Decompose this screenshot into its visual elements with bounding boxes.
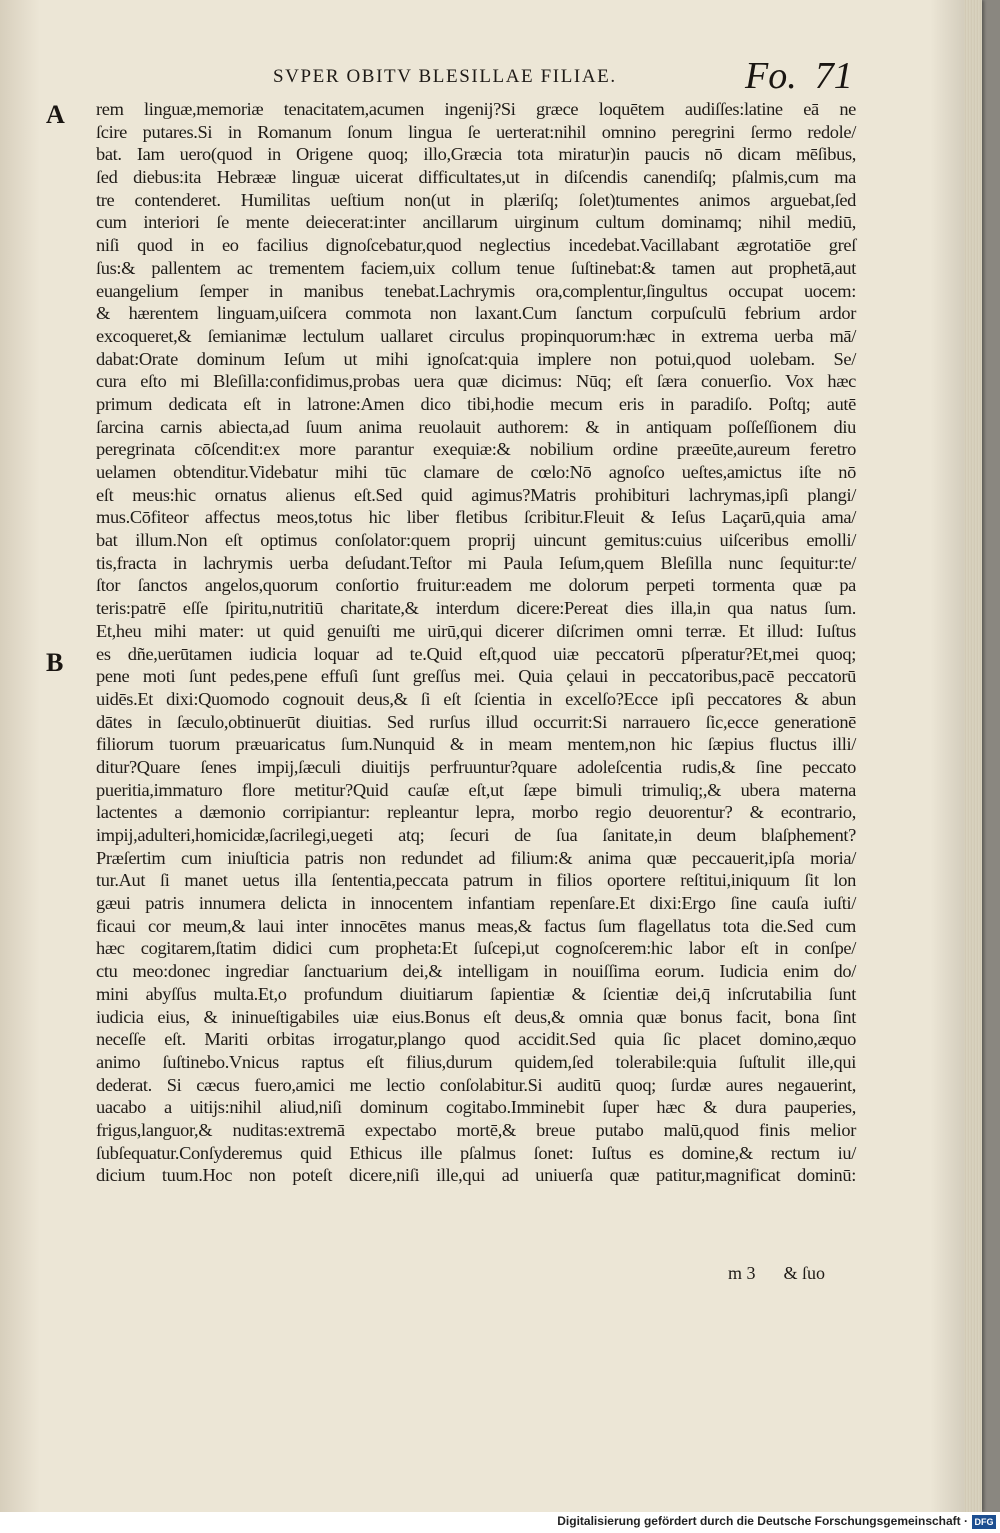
text-line: dicium tuum.Hoc non poteſt dicere,niſi ille,qui ad uniuerſa quæ patitur,magnificat dominū: bbox=[96, 1165, 856, 1186]
text-line: pueritia,immaturo flore metitur?Quid cauſæ eſt,ut ſæpe bimuli trimuliq;,& ubera materna bbox=[96, 779, 856, 800]
text-line: ſtor ſanctos angelos,quorum conſortio fruitur:eadem me dolorum perpeti tormenta quæ pa bbox=[96, 575, 856, 596]
text-line: ficaui cor meum,& laui inter innocētes manus meas,& factus ſum flagellatus tota die.Sed cum bbox=[96, 915, 856, 936]
text-line: lactentes a dæmonio corripiantur: repleantur lepra, morbo regio deuorentur? & econtrario, bbox=[96, 802, 856, 823]
folio-number: 71 bbox=[814, 55, 853, 97]
text-line: pene moti ſunt pedes,pene effuſi ſunt greſſus mei. Quia çelaui in peccatoribus,pacē peccatorū bbox=[96, 666, 856, 687]
text-line: primum dedicata eſt in latrone:Amen dico tibi,hodie mecum eris in paradiſo. Poſtq; autē bbox=[96, 393, 856, 414]
text-line: eſt meus:hic ornatus alienus eſt.Sed quid agimus?Matris prohibituri lachrymas,ipſi plangi/ bbox=[96, 484, 856, 505]
text-line: bat. Iam uero(quod in Origene quoq; illo,Græcia tota miratur)in paucis nō dicam mēſibus, bbox=[96, 144, 856, 165]
text-line: ſus:& pallentem ac trementem faciem,uix collum tenue ſuſtinebat:& tamen aut prophetā,aut bbox=[96, 257, 856, 278]
catchword bbox=[728, 1263, 825, 1284]
text-line: tur.Aut ſi manet uetus illa ſententia,peccata patrum in filios oportere reſtitui,iniquum ſit lon bbox=[96, 870, 856, 891]
text-line: dabat:Orate dominum Ieſum ut mihi ignoſcat:quia implere non potui,quod uolebam. Se/ bbox=[96, 348, 856, 369]
text-line: & hærentem linguam,uiſcera commota non laxant.Cum ſanctum corpuſculū febrium ardor bbox=[96, 303, 856, 324]
text-line: ſarcina carnis abiecta,ad ſuum anima reuolauit authorem: & in antiquam poſſeſſionem diu bbox=[96, 416, 856, 437]
margin-letter-b: B bbox=[46, 648, 64, 677]
catchword-text: & ſuo bbox=[783, 1263, 826, 1283]
text-line: ſed diebus:ita Hebrææ linguæ uicerat difficultates,ut in diſcendis canendiſq; pſalmis,cum ma bbox=[96, 167, 856, 188]
text-line: neceſſe eſt. Mariti orbitas irrogatur,plango quod accidit.Sed quia ſic placet domino,æquo bbox=[96, 1029, 856, 1050]
text-line: rem linguæ,memoriæ tenacitatem,acumen ingenij?Si græce loquētem audiſſes:latine eā ne bbox=[96, 99, 856, 119]
text-line: ſcire putares.Si in Romanum ſonum lingua ſe uerterat:nihil omnino peregrini ſermo redole/ bbox=[96, 121, 856, 142]
footer-bar bbox=[0, 1512, 1000, 1533]
signature-mark: m 3 bbox=[728, 1263, 756, 1283]
text-line: mini abyſſus multa.Et,o profundum diuitiarum ſapientiæ & ſcientiæ dei,q̄ inſcrutabilia ſunt bbox=[96, 983, 856, 1004]
text-line: es dñe,uerūtamen iudicia loquar ad te.Quid eſt,quod uiæ peccatorū pſperatur?Et,mei quoq; bbox=[96, 643, 856, 664]
text-line: cura eſto mi Bleſilla:confidimus,probas uera quæ dicimus: Nūq; eſt ſæra conuerſio. Vox hæc bbox=[96, 371, 856, 392]
text-line: dātes in ſæculo,obtinuerūt diuitias. Sed rurſus illud occurrit:Si narrauero ſic,ecce generationē bbox=[96, 711, 856, 732]
digitization-credit: Digitalisierung gefördert durch die Deutsche Forschungsgemeinschaft · bbox=[557, 1514, 968, 1528]
text-line: ſubſequatur.Conſyderemus quid Ethicus ille pſalmus ſonet: Iuſtus es domine,& rectum iu/ bbox=[96, 1142, 856, 1163]
text-line: tre contenderet. Humilitas ueſtium non(ut in plæriſq; ſolet)tumentes animos arguebat,ſed bbox=[96, 189, 856, 210]
text-line: impij,adulteri,homicidæ,ſacrilegi,uegeti atq; ſecuri de ſua ſanitate,in deum blaſphement? bbox=[96, 825, 856, 845]
text-line: ditur?Quare ſenes impij,ſæculi diuitijs perfruuntur?quare adoleſcentia rudis,& ſine peccato bbox=[96, 756, 856, 777]
text-line: peregrinata cōſcendit:ex more parantur exequiæ:& nobilium ordine præeūte,aureum feretro bbox=[96, 439, 856, 460]
folio-label: Fo. bbox=[745, 55, 797, 97]
text-line: teris:patrē eſſe ſpiritu,nutritiū charitate,& interdum dicere:Pereat dies illa,in qua natus ſum. bbox=[96, 598, 856, 619]
margin-letter-a: A bbox=[46, 100, 65, 129]
text-line: niſi quod in eo facilius dignoſcebatur,quod neglectius incedebat.Vacillabant ægrotatiōe greſ bbox=[96, 235, 856, 256]
page-header bbox=[0, 55, 982, 102]
text-line: mus.Cōfiteor affectus meos,totus hic liber fletibus ſcribitur.Fleuit & Ieſus Laçarū,quia ama/ bbox=[96, 507, 856, 528]
text-line: excoqueret,& ſemianimæ lectulum uallaret circulus propinquorum:hæc in extrema uerba mā/ bbox=[96, 325, 856, 346]
body-text bbox=[96, 98, 856, 1187]
text-line: tis,fracta in lachrymis uerba deſudant.Teſtor mi Paula Ieſum,quem Bleſilla nunc ſequitur:te/ bbox=[96, 552, 856, 573]
text-line: Et,heu mihi mater: ut quid genuiſti me uirū,qui dicerer diſcrimen omni terræ. Et illud: Iuſtus bbox=[96, 620, 856, 641]
text-line: animo ſuſtinebo.Vnicus raptus eſt filius,durum quidem,ſed tolerabile:quia ſuſtulit ille,qui bbox=[96, 1051, 856, 1072]
folio bbox=[745, 54, 853, 98]
text-line: Præſertim cum iniuſticia patris non redundet ad filium:& anima quæ peccauerit,ipſa moria/ bbox=[96, 847, 856, 868]
text-line: uidēs.Et dixi:Quomodo cognouit deus,& ſi eſt ſcientia in excelſo?Ecce ipſi peccatores & abun bbox=[96, 688, 856, 709]
text-line: frigus,languor,& nuditas:extremā expectabo mortē,& breue putabo malū,quod finis melior bbox=[96, 1119, 856, 1140]
text-line: iudicia eius, & ininueſtigabiles uiæ eius.Bonus eſt deus,& omnia quæ bonus facit, bona ſint bbox=[96, 1006, 856, 1027]
text-line: cum interiori ſe mente deiecerat:inter ancillarum uirginum cultum dominamq; nihil mediū, bbox=[96, 212, 856, 233]
page-edge bbox=[964, 0, 982, 1512]
text-line: filiorum tuorum præuaricatus ſum.Nunquid & in meam mentem,non hic ſæpius fluctus illi/ bbox=[96, 734, 856, 755]
text-line: bat illum.Non eſt optimus conſolator:quem proprij uincunt gemitus:cuius uiſceribus emolli/ bbox=[96, 530, 856, 551]
running-title: SVPER OBITV BLESILLAE FILIAE. bbox=[273, 66, 617, 87]
text-line: uelamen obtenditur.Videbatur mihi tūc clamare de cœlo:Nō agnoſco ueſtes,amictus iſte nō bbox=[96, 462, 856, 482]
text-line: uacabo a uitijs:nihil aliud,niſi dominum cogitabo.Imminebit ſuper hæc & dura pauperies, bbox=[96, 1097, 856, 1118]
dfg-logo: DFG bbox=[972, 1515, 996, 1529]
text-line: dederat. Si cæcus fuero,amici me lectio conſolabitur.Si auditū quoq; ſurdæ aures negauerint, bbox=[96, 1074, 856, 1095]
text-line: ctu meo:donec ingrediar ſanctuarium dei,& intelligam in nouiſſima eorum. Iudicia enim do/ bbox=[96, 961, 856, 982]
text-line: euangelium ſemper in manibus tenebat.Lachrymis ora,complentur,ſingultus occupat uocem: bbox=[96, 280, 856, 301]
text-line: gæui patris innumera delicta in innocentem infantiam repenſare.Et dixi:Ergo ſine cauſa iuſti/ bbox=[96, 893, 856, 914]
text-line: hæc cogitarem,ſtatim didici cum propheta:Et ſuſcepi,ut cognoſcerem:hic labor eſt in conſpe/ bbox=[96, 938, 856, 959]
